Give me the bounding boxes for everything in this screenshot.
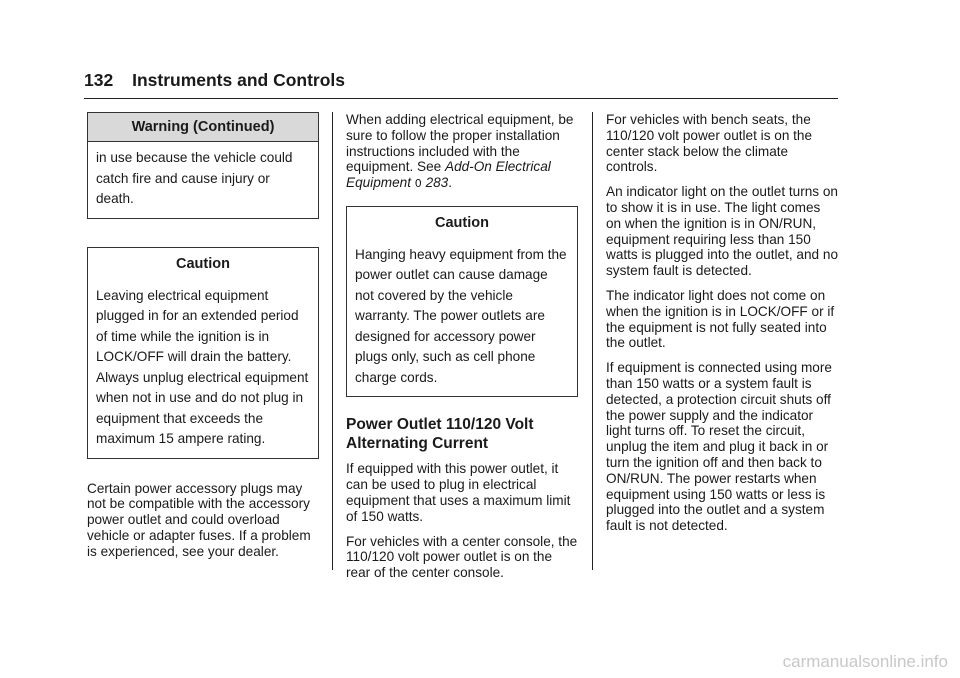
bench-seat-paragraph: For vehicles with bench seats, the 110/120 volt power outlet is on the center stack below the climate controls.	[606, 112, 813, 175]
power-outlet-paragraph-1: If equipped with this power outlet, it can be used to plug in electrical equipment that uses a maximum limit of 150 watts.	[346, 461, 571, 524]
caution-box-title: Caution	[176, 255, 230, 272]
warning-box	[87, 112, 319, 219]
column-3	[606, 112, 838, 543]
caution-box-body: Leaving electrical equipment plugged in for an extended period of time while the ignition is in LOCK/OFF will drain the battery. Always unplug electrical equipment when not in use and do not plug in equipment that exceeds the maximum 15 ampere rating.	[96, 287, 309, 446]
installation-text: When adding electrical equipment, be sure to follow the proper installation instructions included with the equipment. See	[346, 112, 574, 175]
installation-end: .	[448, 175, 453, 191]
header-rule	[84, 98, 838, 99]
warning-box-title: Warning (Continued)	[88, 113, 318, 142]
power-outlet-heading: Power Outlet 110/120 Volt Alternating Current	[346, 416, 534, 453]
page-header	[84, 70, 345, 91]
column-divider-2	[592, 112, 593, 570]
indicator-on-paragraph: An indicator light on the outlet turns on to show it is in use. The light comes on when the ignition is in ON/RUN, equipment requiring less than 150 watts is plugged into the outlet, and no system fault is detected.	[606, 184, 839, 279]
caution-box-2-body: Hanging heavy equipment from the power outlet can cause damage not covered by the vehicle warranty. The power outlets are designed for accessory power plugs only, such as cell phone charge cords.	[355, 246, 567, 385]
add-on-reference-link[interactable]: Add-On Electrical Equipment	[346, 159, 551, 191]
column-1	[87, 112, 319, 568]
warning-box-body: in use because the vehicle could catch fire and cause injury or death.	[96, 150, 293, 206]
protection-circuit-paragraph: If equipment is connected using more than 150 watts or a system fault is detected, a protection circuit shuts off the power supply and the indicator light turns off. To reset the circuit, unplug the item and plug it back in or turn the ignition off and then back to ON/RUN. The power restarts when equipment using 150 watts or less is plugged into the outlet and a system fault is not detected.	[606, 360, 832, 534]
compatibility-paragraph: Certain power accessory plugs may not be compatible with the accessory power outlet and could overload vehicle or adapter fuses. If a problem is experienced, see your dealer.	[87, 480, 311, 559]
indicator-off-paragraph: The indicator light does not come on when the ignition is in LOCK/OFF or if the equipment is not fully seated into the outlet.	[606, 287, 835, 351]
caution-box	[87, 247, 319, 459]
page-number: 132	[84, 70, 114, 90]
power-outlet-paragraph-2: For vehicles with a center console, the 110/120 volt power outlet is on the rear of the center console.	[346, 533, 578, 581]
watermark: carmanualsonline.info	[782, 652, 948, 671]
caution-box-2	[346, 206, 578, 398]
caution-box-2-title: Caution	[435, 214, 489, 231]
column-2	[346, 112, 578, 590]
column-divider-1	[332, 112, 333, 570]
add-on-reference-page[interactable]: 283	[425, 175, 449, 191]
page-ref-symbol-icon: 0	[414, 177, 422, 191]
section-title: Instruments and Controls	[132, 70, 346, 90]
installation-paragraph	[346, 112, 578, 192]
